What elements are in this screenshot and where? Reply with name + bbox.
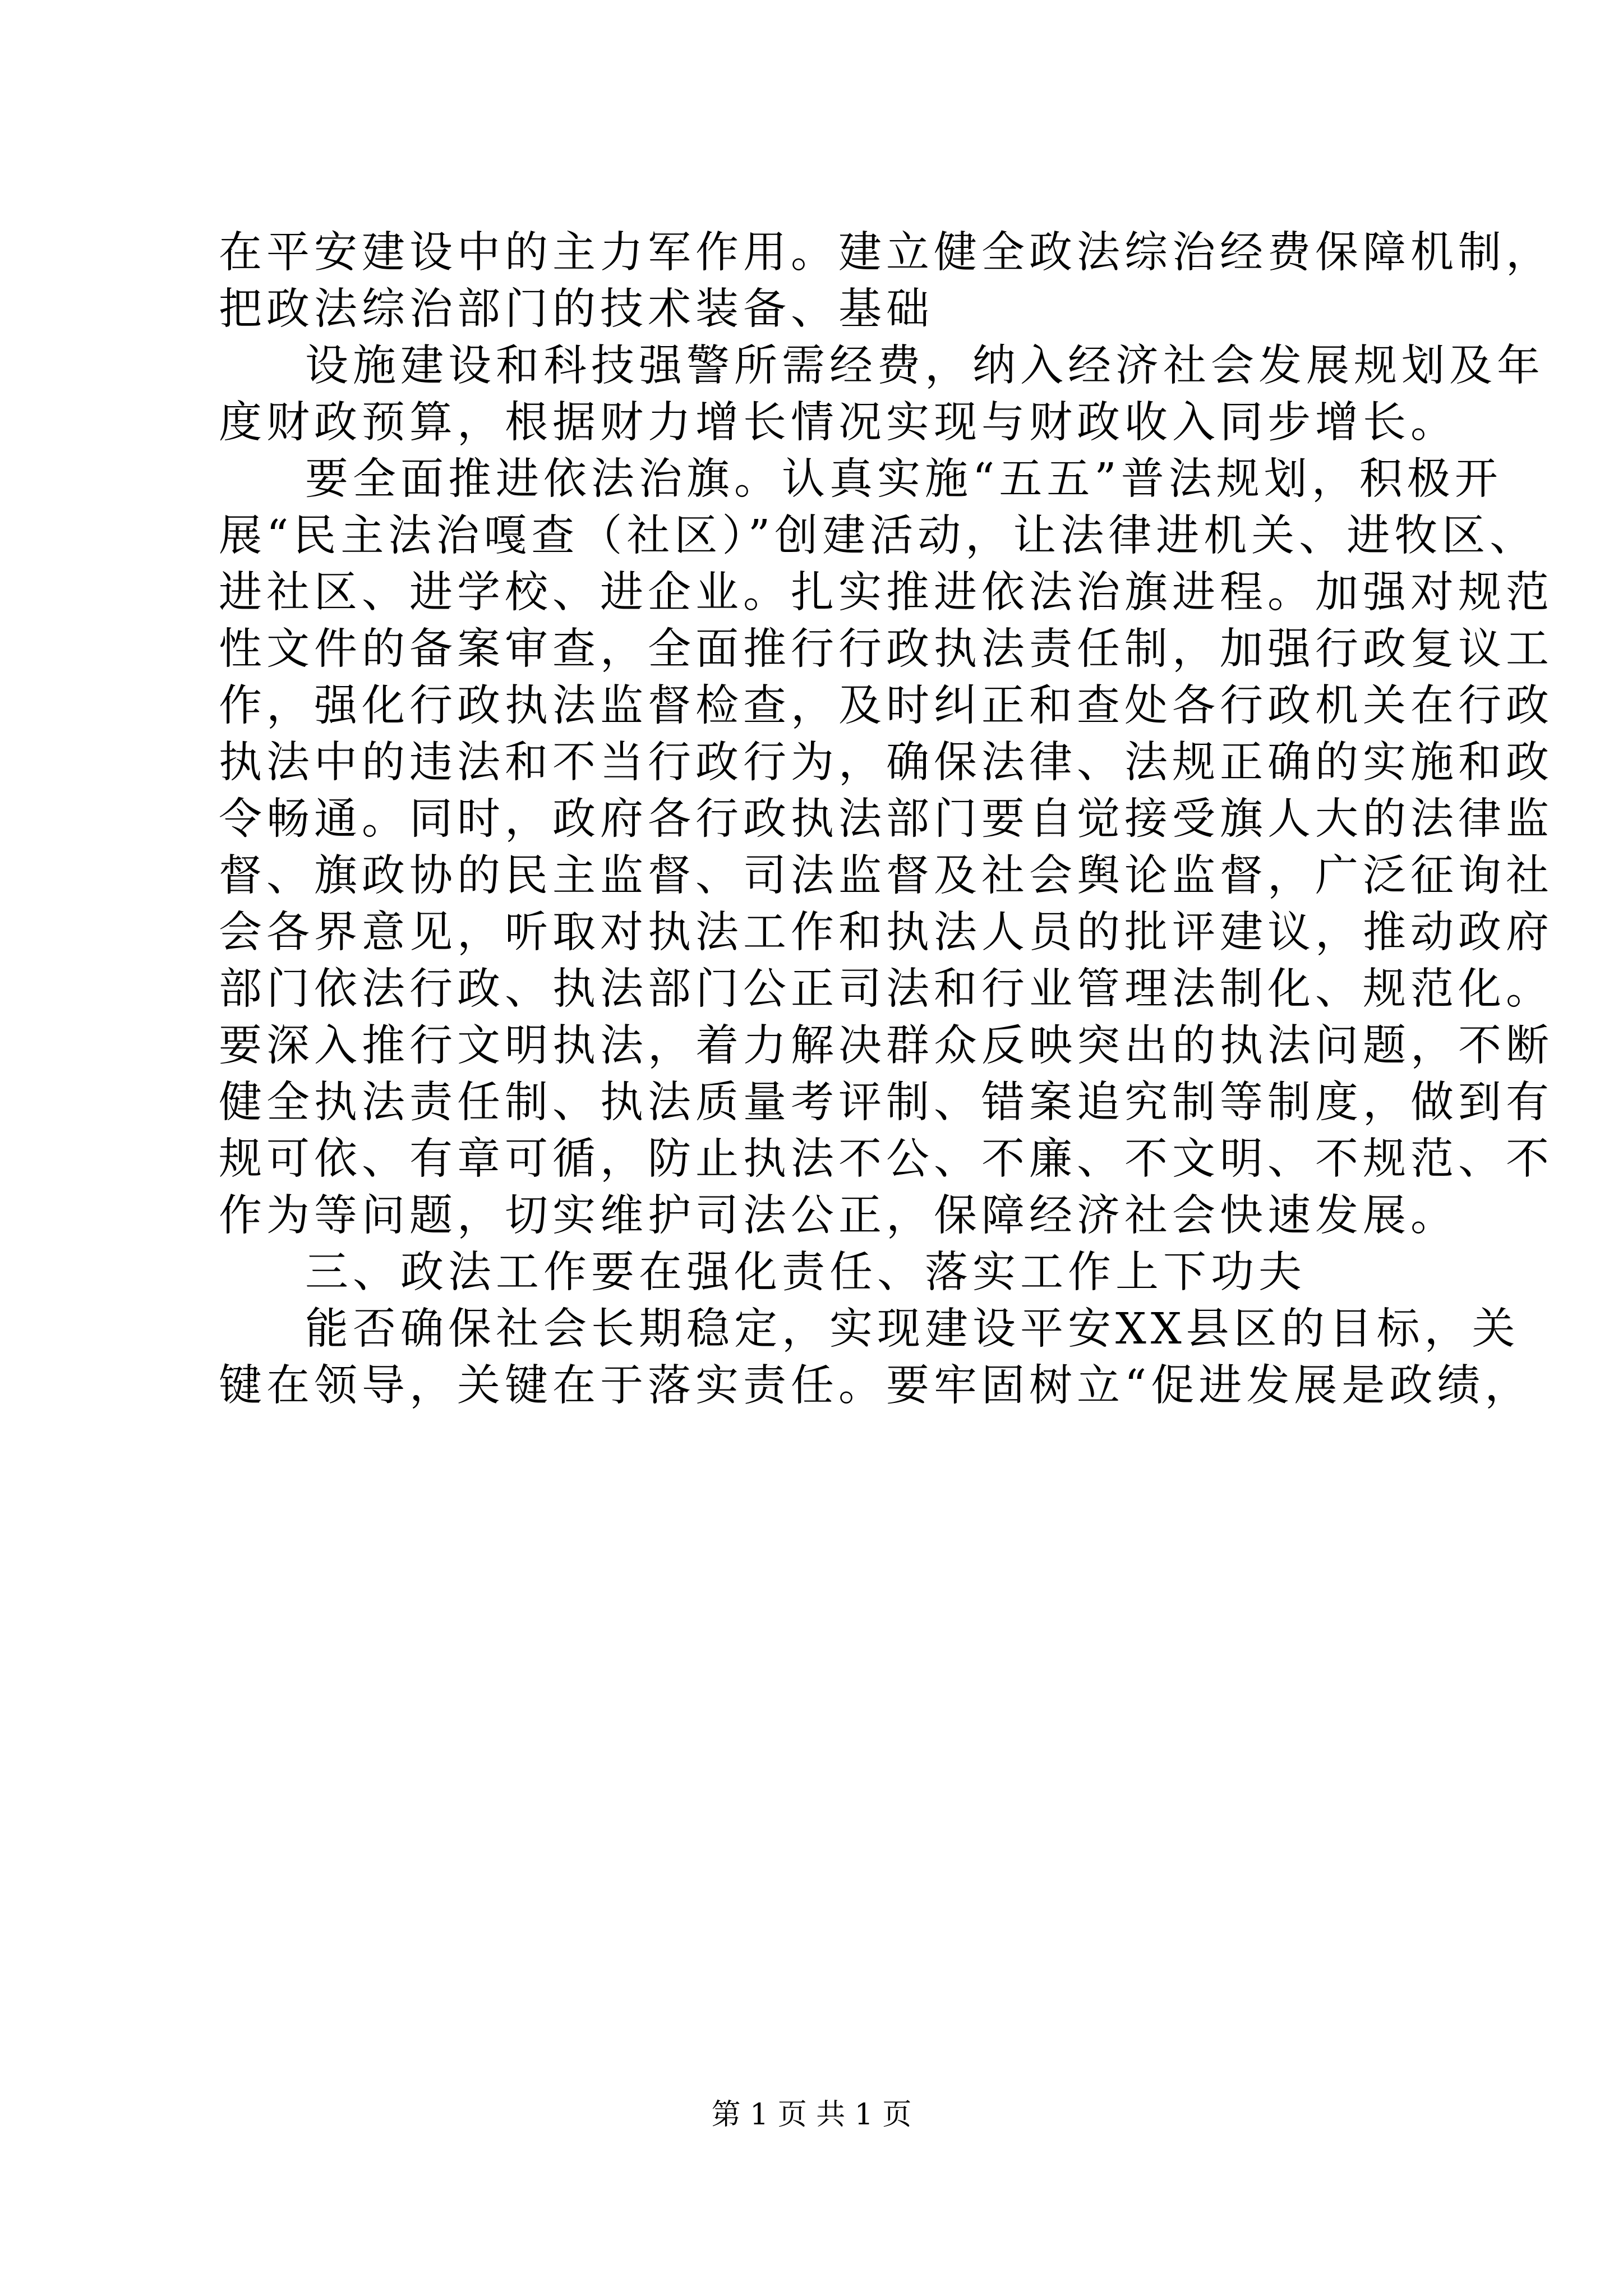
text-line: 健全执法责任制、执法质量考评制、错案追究制等制度，做到有 (219, 1078, 1553, 1128)
text-line: 进社区、进学校、进企业。扎实推进依法治旗进程。加强对规范 (219, 568, 1553, 618)
text-line: 执法中的违法和不当行政行为，确保法律、法规正确的实施和政 (219, 738, 1553, 788)
paragraph-start-line: 设施建设和科技强警所需经费，纳入经济社会发展规划及年 (305, 341, 1544, 391)
text-line: 部门依法行政、执法部门公正司法和行业管理法制化、规范化。 (219, 964, 1553, 1014)
text-line: 度财政预算，根据财力增长情况实现与财政收入同步增长。 (219, 398, 1458, 448)
text-line: 督、旗政协的民主监督、司法监督及社会舆论监督，广泛征询社 (219, 851, 1553, 901)
document-body (219, 224, 1553, 1414)
section-heading: 三、政法工作要在强化责任、落实工作上下功夫 (305, 1248, 1306, 1297)
text-line: 令畅通。同时，政府各行政执法部门要自觉接受旗人大的法律监 (219, 794, 1553, 844)
text-line: 作，强化行政执法监督检查，及时纠正和查处各行政机关在行政 (219, 681, 1553, 731)
text-line: 在平安建设中的主力军作用。建立健全政法综治经费保障机制， (219, 228, 1553, 278)
text-line: 性文件的备案审查，全面推行行政执法责任制，加强行政复议工 (219, 624, 1553, 674)
text-line: 规可依、有章可循，防止执法不公、不廉、不文明、不规范、不 (219, 1134, 1553, 1184)
text-line: 展“民主法治嘎查（社区）”创建活动，让法律进机关、进牧区、 (219, 511, 1538, 561)
paragraph-start-line: 能否确保社会长期稳定，实现建设平安XX县区的目标，关 (305, 1304, 1520, 1354)
page-number-footer: 第 1 页 共 1 页 (711, 2098, 912, 2132)
text-line: 要深入推行文明执法，着力解决群众反映突出的执法问题，不断 (219, 1021, 1553, 1071)
text-line: 把政法综治部门的技术装备、基础 (219, 284, 934, 334)
text-line: 会各界意见，听取对执法工作和执法人员的批评建议，推动政府 (219, 908, 1553, 958)
text-line: 作为等问题，切实维护司法公正，保障经济社会快速发展。 (219, 1191, 1458, 1241)
text-line: 键在领导，关键在于落实责任。要牢固树立“促进发展是政绩， (219, 1361, 1533, 1411)
paragraph-start-line: 要全面推进依法治旗。认真实施“五五”普法规划，积极开 (305, 454, 1502, 504)
